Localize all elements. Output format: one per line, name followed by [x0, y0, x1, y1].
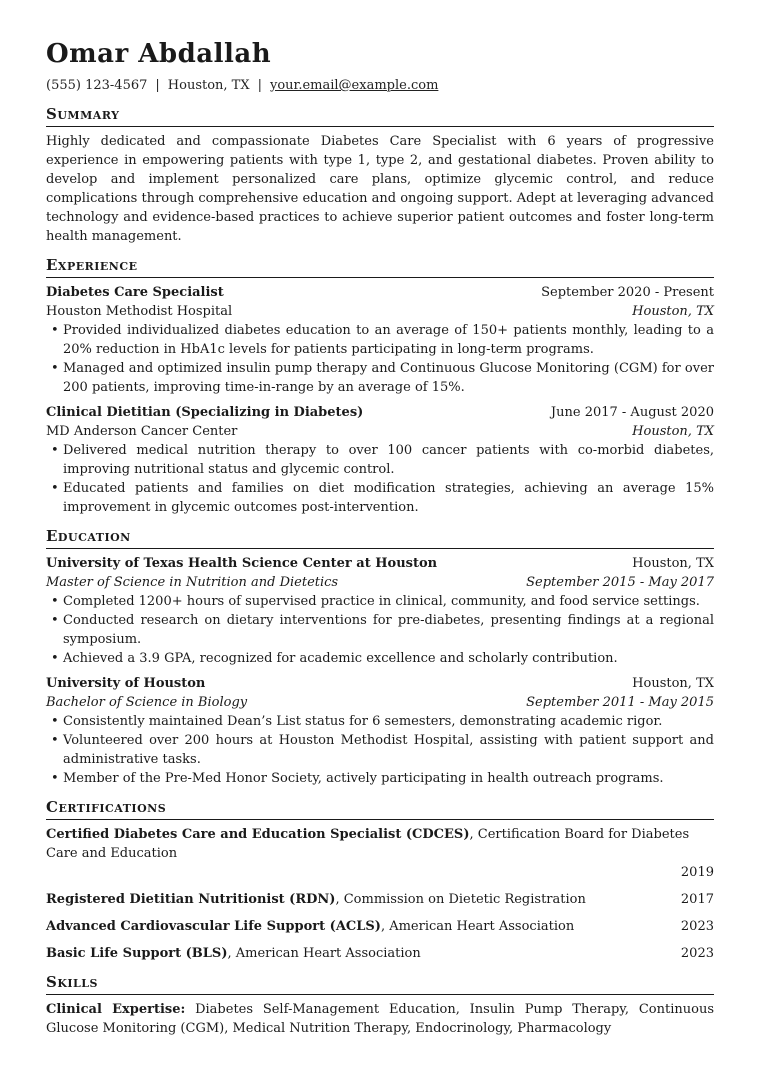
bullet-item: • Provided individualized diabetes education to an average of 150+ patients monthly, leading to a 20% reduction in HbA1c levels for patients participating in long-term programs.	[46, 321, 714, 359]
education-entry	[46, 554, 714, 668]
certification-issuer: , American Heart Association	[380, 919, 575, 934]
entry-header	[46, 674, 714, 693]
bullet-item: • Volunteered over 200 hours at Houston Methodist Hospital, assisting with patient support and administrative tasks.	[46, 731, 714, 769]
bullet-list	[46, 321, 714, 397]
skills-text	[46, 1000, 714, 1038]
job-location: Houston, TX	[632, 424, 714, 439]
bullet-item: • Consistently maintained Dean’s List status for 6 semesters, demonstrating academic rigor.	[46, 712, 714, 731]
skills-label: Clinical Expertise:	[46, 1002, 186, 1017]
section-title-education: Education	[46, 526, 714, 549]
certification-year: 2017	[680, 892, 714, 907]
entry-subheader	[46, 302, 714, 321]
bullet-list	[46, 441, 714, 517]
summary-text: Highly dedicated and compassionate Diabetes Care Specialist with 6 years of progressive experience in empowering patients with type 1, type 2, and gestational diabetes. Proven ability to develop and implement personalized care plans, optimize glycemic control, and reduce complications through comprehensive education and ongoing support. Adept at leveraging advanced technology and evidence-based practices to achieve superior patient outcomes and foster long-term health management.	[46, 134, 714, 244]
entry-subheader	[46, 422, 714, 441]
experience-entry	[46, 283, 714, 397]
school-location: Houston, TX	[632, 676, 714, 691]
entry-header	[46, 283, 714, 302]
certification-issuer: , Commission on Dietetic Registration	[335, 892, 586, 907]
candidate-name: Omar Abdallah	[46, 39, 272, 69]
job-organization: MD Anderson Cancer Center	[46, 424, 238, 439]
degree-dates: September 2011 - May 2015	[526, 695, 714, 710]
bullet-item: • Delivered medical nutrition therapy to over 100 cancer patients with co-morbid diabetes, improving nutritional status and glycemic control.	[46, 441, 714, 479]
school-name: University of Texas Health Science Center at Houston	[46, 556, 438, 571]
experience-entry	[46, 403, 714, 517]
section-title-experience: Experience	[46, 255, 714, 278]
certification-year: 2023	[680, 946, 714, 961]
school-location: Houston, TX	[632, 556, 714, 571]
bullet-list	[46, 592, 714, 668]
certification-name: Advanced Cardiovascular Life Support (ACLS)	[46, 919, 381, 934]
degree-name: Master of Science in Nutrition and Dietetics	[46, 575, 339, 590]
section-title-certifications: Certifications	[46, 797, 714, 820]
degree-dates: September 2015 - May 2017	[526, 575, 714, 590]
certification-name: Basic Life Support (BLS)	[46, 946, 228, 961]
certification-item	[46, 944, 714, 963]
bullet-item: • Educated patients and families on diet modification strategies, achieving an average 15% improvement in glycemic outcomes post-intervention.	[46, 479, 714, 517]
section-title-skills: Skills	[46, 972, 714, 995]
certification-name: Certified Diabetes Care and Education Specialist (CDCES)	[46, 827, 470, 842]
contact-separator: |	[257, 78, 262, 93]
certification-line	[46, 825, 714, 863]
bullet-item: • Achieved a 3.9 GPA, recognized for academic excellence and scholarly contribution.	[46, 649, 714, 668]
phone-number: (555) 123-4567	[46, 78, 148, 93]
entry-header	[46, 403, 714, 422]
bullet-item: • Conducted research on dietary interventions for pre-diabetes, presenting findings at a regional symposium.	[46, 611, 714, 649]
bullet-item: • Completed 1200+ hours of supervised practice in clinical, community, and food service settings.	[46, 592, 714, 611]
contact-separator: |	[155, 78, 160, 93]
job-role: Diabetes Care Specialist	[46, 285, 224, 300]
contact-line	[46, 76, 714, 95]
certification-line	[46, 890, 586, 909]
bullet-item: • Member of the Pre-Med Honor Society, actively participating in health outreach programs.	[46, 769, 714, 788]
entry-header	[46, 554, 714, 573]
certification-year: 2019	[680, 865, 714, 880]
certification-issuer: , Certification Board for Diabetes Care and Education	[46, 827, 690, 861]
certification-item	[46, 917, 714, 936]
job-dates: June 2017 - August 2020	[550, 405, 714, 420]
location: Houston, TX	[167, 78, 250, 93]
degree-name: Bachelor of Science in Biology	[46, 695, 248, 710]
bullet-list	[46, 712, 714, 788]
entry-subheader	[46, 693, 714, 712]
section-title-summary: Summary	[46, 104, 714, 127]
bullet-item: • Managed and optimized insulin pump therapy and Continuous Glucose Monitoring (CGM) for over 200 patients, improving time-in-range by an average of 15%.	[46, 359, 714, 397]
certification-line	[46, 917, 574, 936]
email-link[interactable]: your.email@example.com	[270, 78, 439, 93]
certification-name: Registered Dietitian Nutritionist (RDN)	[46, 892, 336, 907]
entry-subheader	[46, 573, 714, 592]
school-name: University of Houston	[46, 676, 206, 691]
job-organization: Houston Methodist Hospital	[46, 304, 233, 319]
job-role: Clinical Dietitian (Specializing in Diabetes)	[46, 405, 364, 420]
certification-line	[46, 944, 421, 963]
certification-item	[46, 890, 714, 909]
job-dates: September 2020 - Present	[541, 285, 714, 300]
education-entry	[46, 674, 714, 788]
certification-year: 2023	[680, 919, 714, 934]
job-location: Houston, TX	[632, 304, 714, 319]
certification-issuer: , American Heart Association	[227, 946, 421, 961]
skills-list: Diabetes Self-Management Education, Insulin Pump Therapy, Continuous Glucose Monitoring (CGM), Medical Nutrition Therapy, Endocrinology, Pharmacology	[46, 1002, 715, 1036]
certification-item	[46, 825, 714, 882]
